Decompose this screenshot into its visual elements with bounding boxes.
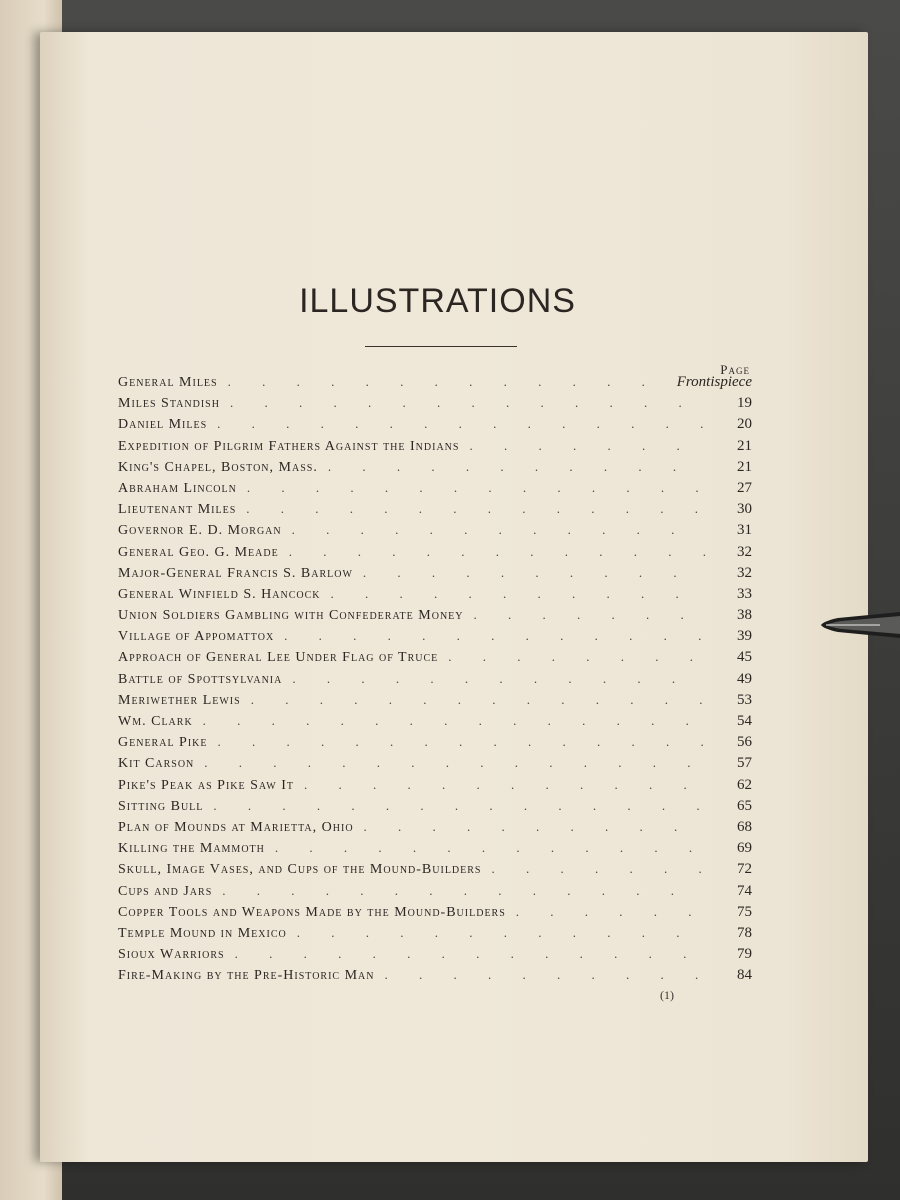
list-item	[118, 501, 752, 522]
dot-leader	[328, 459, 706, 475]
entry-title: Expedition of Pilgrim Fathers Against the Indians	[118, 438, 460, 454]
page-number: (1)	[660, 988, 674, 1002]
entry-page: 69	[737, 840, 752, 857]
entry-page: Frontispiece	[676, 374, 752, 390]
list-item	[118, 628, 752, 649]
dot-leader	[203, 713, 706, 729]
dot-leader	[218, 734, 707, 750]
entry-page: 21	[737, 437, 752, 454]
entry-page: 33	[737, 585, 752, 602]
entry-page: 74	[737, 882, 752, 899]
entry-page: 72	[737, 861, 752, 878]
entry-page: 53	[737, 691, 752, 708]
list-item	[118, 840, 752, 861]
entry-title: Pike's Peak as Pike Saw It	[118, 777, 295, 793]
dot-leader	[474, 607, 707, 623]
entry-title: Killing the Mammoth	[118, 841, 265, 857]
list-item	[118, 459, 752, 480]
entry-title: Kit Carson	[118, 756, 195, 772]
entry-page: 20	[737, 416, 752, 433]
entry-title: Cups and Jars	[118, 883, 213, 899]
entry-title: Temple Mound in Mexico	[118, 925, 287, 941]
list-item	[118, 395, 752, 416]
entry-title: Sioux Warriors	[118, 947, 225, 963]
list-item	[118, 607, 752, 628]
list-item	[118, 713, 752, 734]
entry-page: 21	[737, 458, 752, 475]
dot-leader	[275, 840, 706, 856]
dot-leader	[247, 480, 706, 496]
entry-page: 65	[737, 797, 752, 814]
entry-title: Plan of Mounds at Marietta, Ohio	[118, 819, 354, 835]
dot-leader	[222, 883, 706, 899]
dot-leader	[331, 586, 706, 602]
entry-title: Meriwether Lewis	[118, 692, 241, 708]
entry-page: 32	[737, 543, 752, 560]
dot-leader	[292, 522, 706, 538]
entry-page: 31	[737, 522, 752, 539]
list-item	[118, 586, 752, 607]
entry-page: 38	[737, 607, 752, 624]
list-item	[118, 883, 752, 904]
list-item	[118, 671, 752, 692]
list-item	[118, 438, 752, 459]
dot-leader	[363, 565, 706, 581]
entry-title: Battle of Spottsylvania	[118, 671, 283, 687]
dot-leader	[448, 649, 706, 665]
dot-leader	[246, 501, 706, 517]
list-item	[118, 544, 752, 565]
list-item	[118, 798, 752, 819]
entry-title: General Geo. G. Meade	[118, 544, 279, 560]
dot-leader	[492, 861, 707, 877]
entry-page: 84	[737, 967, 752, 984]
list-item	[118, 734, 752, 755]
dot-leader	[292, 671, 706, 687]
entry-title: Village of Appomattox	[118, 629, 275, 645]
entry-title: Union Soldiers Gambling with Confederate Money	[118, 608, 464, 624]
illustrations-list	[118, 374, 752, 988]
list-item	[118, 374, 752, 395]
dot-leader	[297, 925, 706, 941]
entry-page: 19	[737, 395, 752, 412]
entry-title: King's Chapel, Boston, Mass.	[118, 459, 318, 475]
entry-title: Wm. Clark	[118, 714, 193, 729]
dot-leader	[284, 628, 706, 644]
list-item	[118, 692, 752, 713]
page-title: ILLUSTRATIONS	[299, 282, 576, 320]
list-item	[118, 416, 752, 437]
dot-leader	[364, 819, 706, 835]
entry-page: 79	[737, 946, 752, 963]
entry-title: Skull, Image Vases, and Cups of the Mound-Builders	[118, 862, 482, 878]
dot-leader	[217, 416, 706, 432]
dot-leader	[251, 692, 706, 708]
list-item	[118, 777, 752, 798]
entry-page: 32	[737, 564, 752, 581]
dot-leader	[228, 374, 667, 390]
dot-leader	[230, 395, 706, 411]
entry-title: General Miles	[118, 375, 218, 390]
entry-title: Copper Tools and Weapons Made by the Mound-Builders	[118, 904, 506, 920]
list-item	[118, 649, 752, 670]
dot-leader	[289, 544, 706, 560]
dot-leader	[304, 777, 706, 793]
dot-leader	[213, 798, 706, 814]
list-item	[118, 755, 752, 776]
entry-page: 57	[737, 755, 752, 772]
title-divider	[365, 346, 517, 347]
entry-title: Miles Standish	[118, 396, 220, 412]
entry-page: 62	[737, 776, 752, 793]
list-item	[118, 819, 752, 840]
page-column-header: Page	[720, 362, 750, 377]
list-item	[118, 565, 752, 586]
entry-page: 68	[737, 818, 752, 835]
entry-title: General Pike	[118, 735, 208, 751]
entry-title: Lieutenant Miles	[118, 502, 237, 518]
list-item	[118, 967, 752, 988]
entry-title: Major-General Francis S. Barlow	[118, 565, 353, 581]
entry-page: 45	[737, 649, 752, 666]
entry-title: General Winfield S. Hancock	[118, 586, 321, 602]
entry-title: Fire-Making by the Pre-Historic Man	[118, 968, 375, 984]
list-item	[118, 946, 752, 967]
entry-title: Abraham Lincoln	[118, 480, 237, 496]
list-item	[118, 904, 752, 925]
dot-leader	[204, 755, 706, 771]
entry-title: Approach of General Lee Under Flag of Truce	[118, 650, 439, 666]
entry-page: 49	[737, 670, 752, 687]
list-item	[118, 480, 752, 501]
entry-page: 39	[737, 628, 752, 645]
dot-leader	[469, 438, 706, 454]
entry-page: 27	[737, 479, 752, 496]
dot-leader	[516, 904, 706, 920]
entry-page: 78	[737, 924, 752, 941]
entry-title: Daniel Miles	[118, 417, 208, 433]
entry-title: Governor E. D. Morgan	[118, 523, 282, 539]
pen-nib-icon	[820, 606, 900, 644]
dot-leader	[385, 967, 707, 983]
entry-page: 30	[737, 501, 752, 518]
list-item	[118, 522, 752, 543]
entry-page: 54	[737, 713, 752, 729]
list-item	[118, 925, 752, 946]
entry-title: Sitting Bull	[118, 798, 204, 814]
list-item	[118, 861, 752, 882]
entry-page: 75	[737, 903, 752, 920]
dot-leader	[235, 946, 706, 962]
entry-page: 56	[737, 734, 752, 751]
